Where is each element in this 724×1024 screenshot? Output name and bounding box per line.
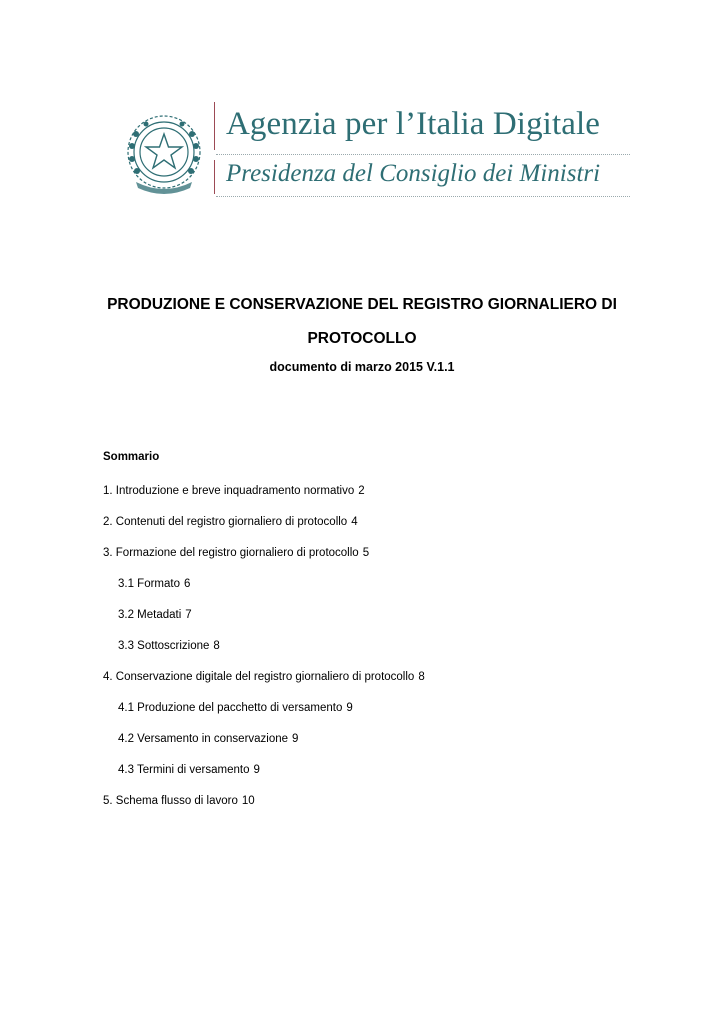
toc-entry-label: 3.2 Metadati: [118, 609, 182, 621]
toc-entry-label: 5. Schema flusso di lavoro: [103, 795, 238, 807]
letterhead: [122, 100, 632, 200]
toc-entry-page: 8: [418, 671, 425, 683]
toc-heading: Sommario: [103, 451, 160, 463]
italian-republic-emblem-icon: [122, 112, 206, 196]
document-title: PRODUZIONE E CONSERVAZIONE DEL REGISTRO GIORNALIERO DI PROTOCOLLO: [107, 296, 617, 347]
toc-entry-page: 9: [292, 733, 299, 745]
toc-entry-page: 7: [185, 609, 192, 621]
toc-entry-label: 2. Contenuti del registro giornaliero di protocollo: [103, 516, 348, 528]
toc-entry-label: 3.3 Sottoscrizione: [118, 640, 210, 652]
agency-name: Agenzia per l’Italia Digitale: [226, 106, 600, 142]
toc-entry-label: 3. Formazione del registro giornaliero di protocollo: [103, 547, 359, 559]
toc-entry-label: 1. Introduzione e breve inquadramento normativo: [103, 485, 355, 497]
toc-entry-page: 5: [362, 547, 370, 559]
toc-entry-label: 4.2 Versamento in conservazione: [118, 733, 289, 745]
toc-entry-label: 4. Conservazione digitale del registro giornaliero di protocollo: [103, 671, 415, 683]
dotted-rule: [216, 196, 630, 197]
brand-divider: [214, 102, 215, 150]
dotted-rule: [216, 154, 630, 155]
brand-divider: [214, 160, 215, 194]
toc-entry-label: 4.3 Termini di versamento: [118, 764, 250, 776]
toc-entry-page: 9: [253, 764, 260, 776]
toc-entry-label: 4.1 Produzione del pacchetto di versamento: [118, 702, 343, 714]
toc-entry-page: 6: [184, 578, 191, 590]
toc-entry-page: 8: [213, 640, 220, 652]
toc-entry-page: 9: [346, 702, 353, 714]
document-subtitle: documento di marzo 2015 V.1.1: [269, 360, 455, 374]
toc-entry-page: 10: [241, 795, 255, 807]
presidency-name: Presidenza del Consiglio dei Ministri: [226, 160, 601, 187]
toc-entry-page: 4: [351, 516, 358, 528]
toc-entry-label: 3.1 Formato: [118, 578, 180, 590]
toc-entry-page: 2: [358, 485, 365, 497]
